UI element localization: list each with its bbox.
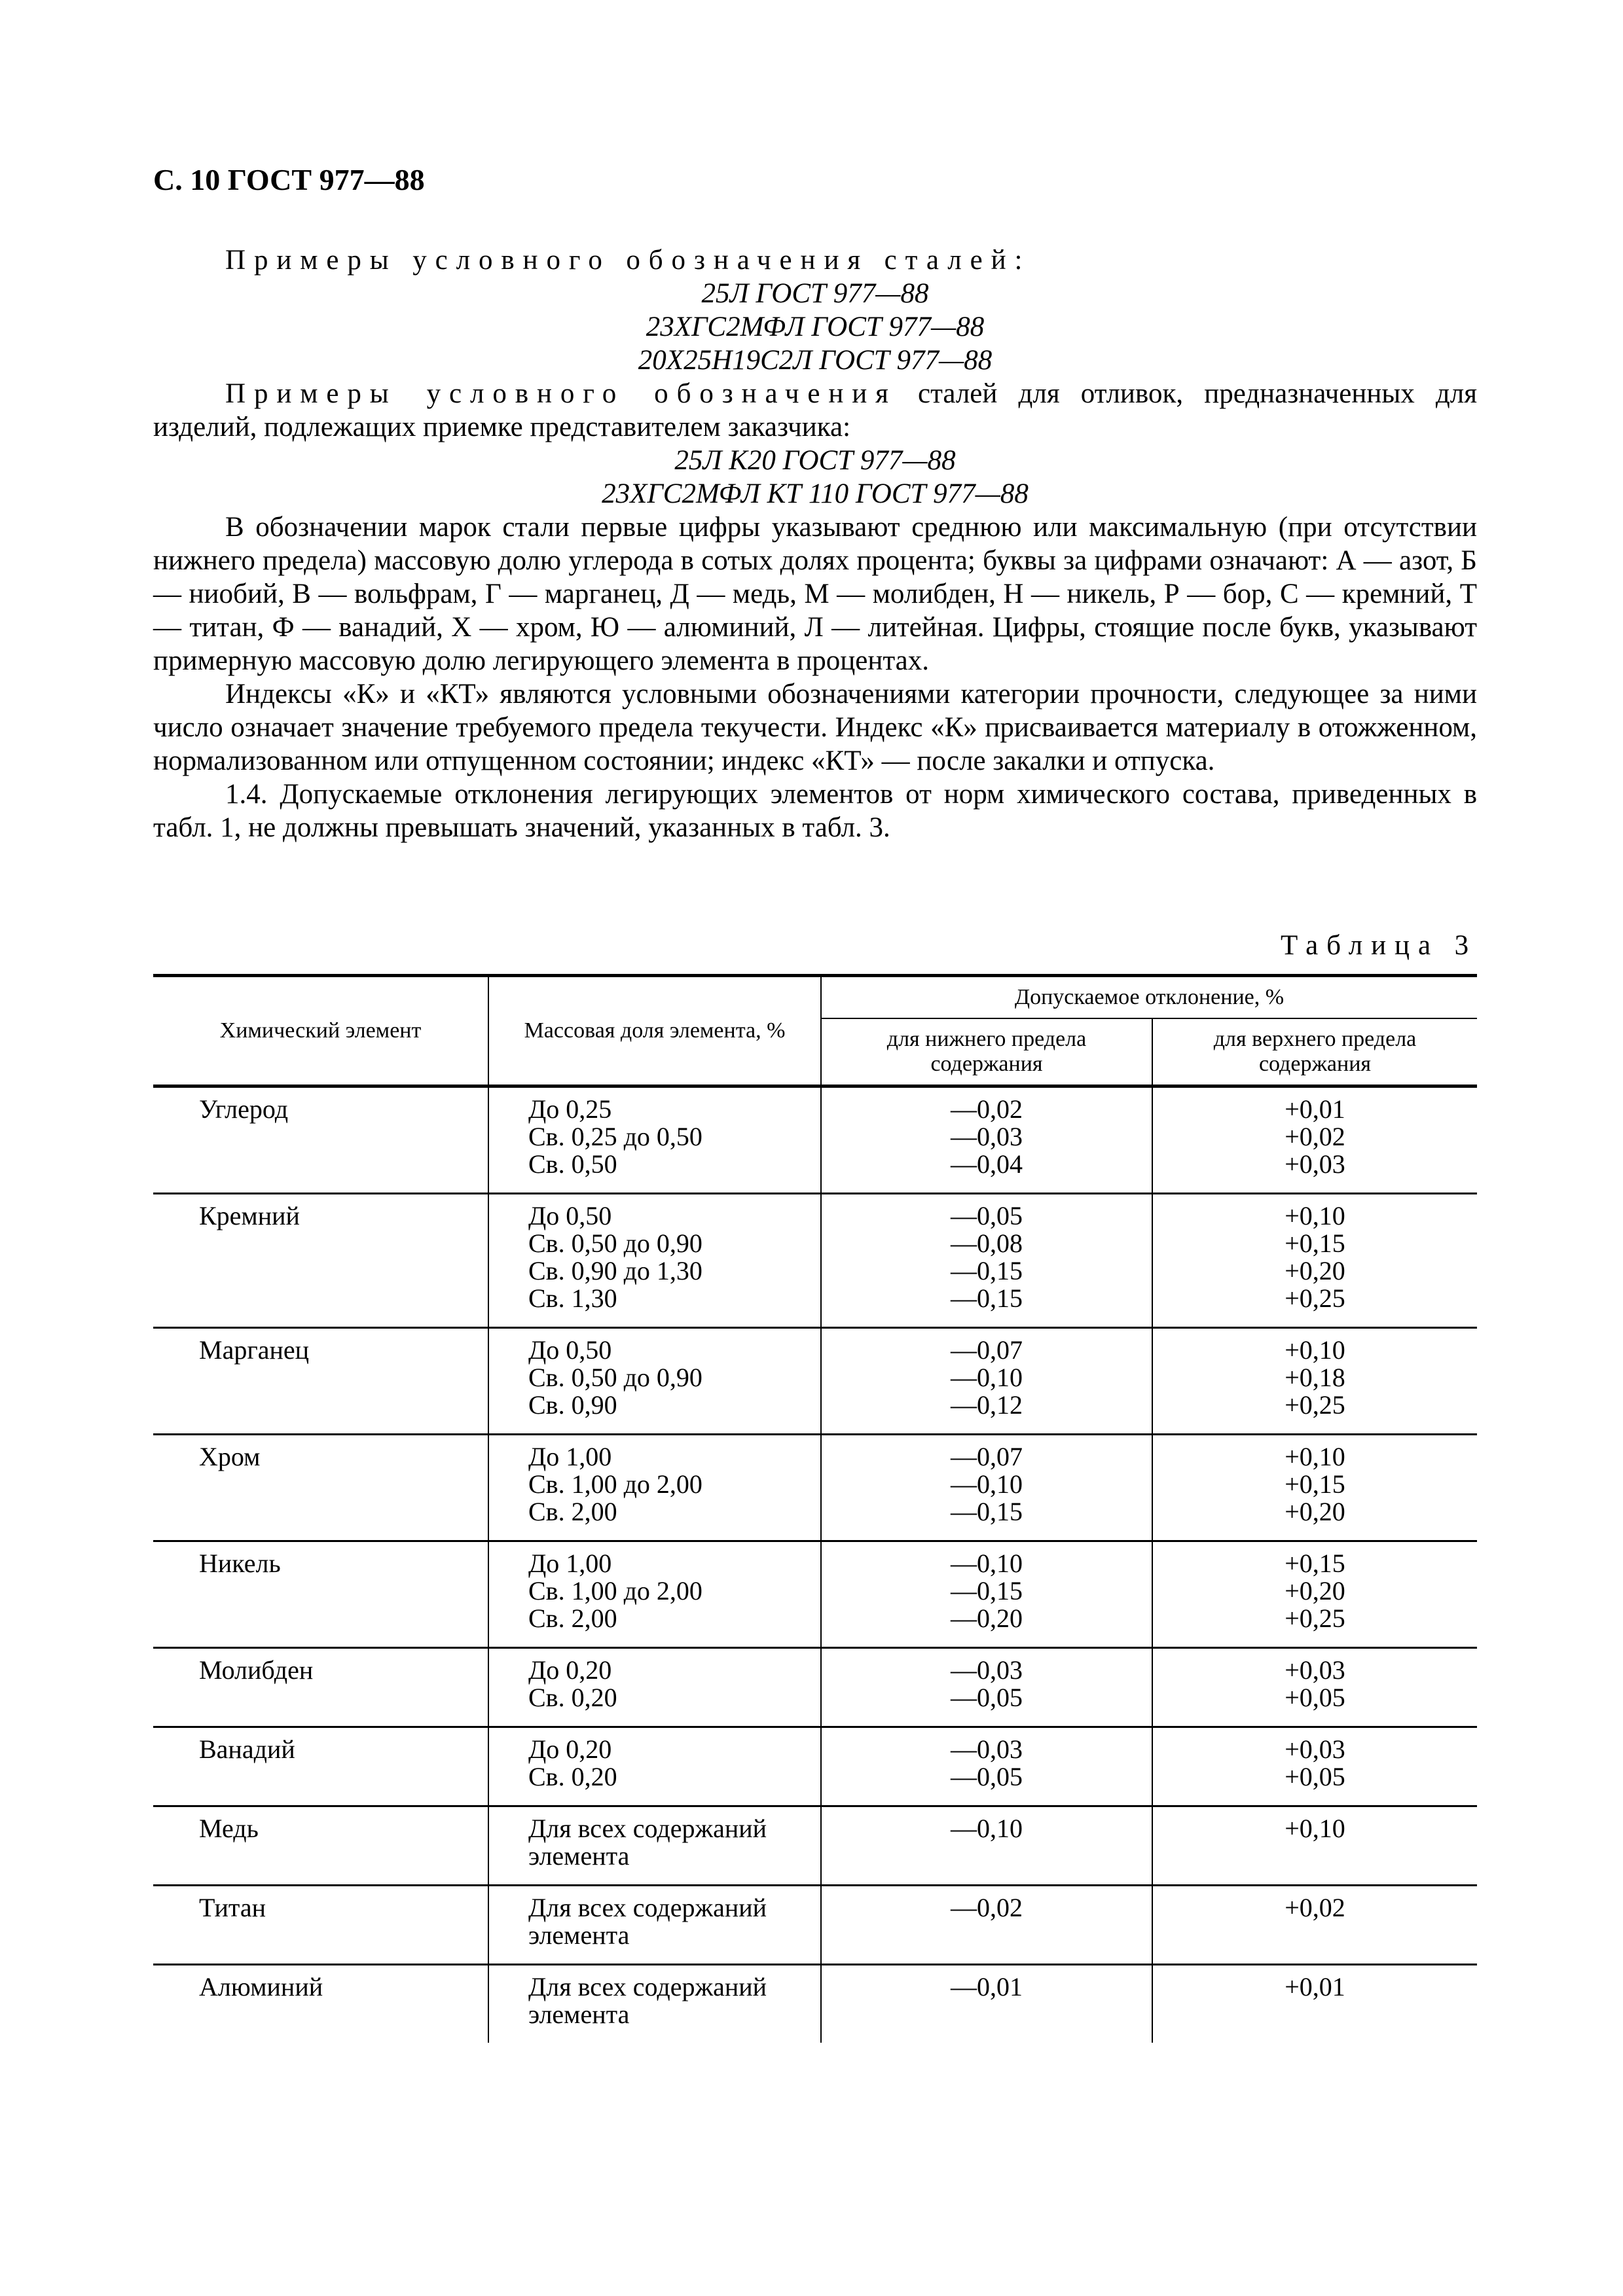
cell-upper — [1152, 1194, 1477, 1328]
cell-mass-line: Св. 0,50 до 0,90 — [528, 1229, 702, 1258]
cell-upper-line: +0,10 — [1285, 1201, 1345, 1230]
cell-lower-line: —0,10 — [951, 1469, 1023, 1499]
examples-label-rest: сталей для отливок, предназначенных для изделий, подлежащих приемке представителем заказчика: — [153, 378, 1477, 442]
cell-lower-line: —0,08 — [951, 1229, 1023, 1258]
cell-lower — [821, 1648, 1152, 1727]
table-row — [153, 1194, 1477, 1328]
cell-element: Алюминий — [153, 1965, 488, 2043]
cell-lower — [821, 1727, 1152, 1806]
cell-mass — [488, 1194, 821, 1328]
cell-upper — [1152, 1648, 1477, 1727]
cell-lower-line: —0,07 — [951, 1442, 1023, 1471]
cell-lower-line: —0,10 — [951, 1549, 1023, 1578]
cell-lower-line: —0,20 — [951, 1604, 1023, 1633]
table-row — [153, 1648, 1477, 1727]
cell-upper-line: +0,25 — [1285, 1604, 1345, 1633]
cell-lower-line: —0,05 — [951, 1683, 1023, 1712]
cell-lower — [821, 1328, 1152, 1435]
cell-mass — [488, 1648, 821, 1727]
cell-mass-line: Св. 2,00 — [528, 1497, 617, 1526]
cell-mass-line: Св. 0,25 до 0,50 — [528, 1122, 702, 1151]
cell-upper-line: +0,05 — [1285, 1683, 1345, 1712]
cell-mass-line: Св. 0,90 — [528, 1390, 617, 1420]
cell-mass-line: До 0,25 — [528, 1094, 612, 1124]
cell-upper-line: +0,20 — [1285, 1256, 1345, 1285]
header-upper: для верхнего предела содержания — [1152, 1018, 1477, 1086]
cell-mass-line: Св. 1,00 до 2,00 — [528, 1469, 702, 1499]
cell-lower — [821, 1886, 1152, 1965]
header-mass: Массовая доля элемента, % — [488, 976, 821, 1086]
cell-mass-line: Св. 0,20 — [528, 1683, 617, 1712]
cell-upper-line: +0,20 — [1285, 1576, 1345, 1605]
cell-element: Кремний — [153, 1194, 488, 1328]
cell-lower-line: —0,07 — [951, 1335, 1023, 1365]
cell-upper-line: +0,02 — [1285, 1122, 1345, 1151]
table-row — [153, 1886, 1477, 1965]
cell-mass-line: До 0,20 — [528, 1734, 612, 1764]
cell-element: Медь — [153, 1806, 488, 1886]
cell-mass-line: Св. 2,00 — [528, 1604, 617, 1633]
cell-upper-line: +0,05 — [1285, 1762, 1345, 1791]
cell-upper-line: +0,25 — [1285, 1283, 1345, 1313]
cell-lower-line: —0,15 — [951, 1497, 1023, 1526]
examples-customer-label — [153, 377, 1477, 444]
cell-upper — [1152, 1086, 1477, 1194]
cell-element: Углерод — [153, 1086, 488, 1194]
cell-upper-line: +0,01 — [1285, 1094, 1345, 1124]
cell-upper-line: +0,15 — [1285, 1469, 1345, 1499]
cell-lower-line: —0,03 — [951, 1655, 1023, 1685]
cell-mass-line: До 0,20 — [528, 1655, 612, 1685]
example-designation: 25Л К20 ГОСТ 977—88 — [674, 445, 956, 476]
cell-element: Хром — [153, 1435, 488, 1541]
cell-lower — [821, 1965, 1152, 2043]
cell-upper-line: +0,15 — [1285, 1229, 1345, 1258]
cell-lower-line: —0,15 — [951, 1256, 1023, 1285]
paragraph-grade-designation: В обозначении марок стали первые цифры указывают среднюю или максимальную (при отсутствии нижнего предела) массовую долю углерода в сотых долях процента; буквы за цифрами означают: А — азот, Б — ниобий, В — вольфрам, Г — марганец, Д — медь, М — молибден, Н — никель, Р — бор, С — кремний, Т — титан, Ф — ванадий, Х — хром, Ю — алюминий, Л — литейная. Цифры, стоящие после букв, указывают примерную массовую долю легирующего элемента в процентах. — [153, 512, 1477, 676]
cell-lower-line: —0,03 — [951, 1122, 1023, 1151]
paragraph-strength-index: Индексы «К» и «КТ» являются условными обозначениями категории прочности, следующее за ними число означает значение требуемого предела текучести. Индекс «К» присваивается материалу в отожженном, нормализованном или отпущенном состоянии; индекс «КТ» — после закалки и отпуска. — [153, 679, 1477, 776]
cell-upper-line: +0,03 — [1285, 1734, 1345, 1764]
cell-lower-line: —0,15 — [951, 1283, 1023, 1313]
cell-lower-line: —0,02 — [951, 1893, 1023, 1922]
cell-upper-line: +0,03 — [1285, 1655, 1345, 1685]
cell-mass-line: Для всех содержаний элемента — [528, 1814, 767, 1871]
cell-lower — [821, 1806, 1152, 1886]
cell-element: Ванадий — [153, 1727, 488, 1806]
cell-lower — [821, 1435, 1152, 1541]
cell-mass — [488, 1965, 821, 2043]
cell-mass-line: Св. 1,00 до 2,00 — [528, 1576, 702, 1605]
cell-mass-line: До 1,00 — [528, 1442, 612, 1471]
cell-mass — [488, 1806, 821, 1886]
cell-upper-line: +0,10 — [1285, 1814, 1345, 1843]
cell-lower-line: —0,05 — [951, 1762, 1023, 1791]
table-row — [153, 1727, 1477, 1806]
cell-upper-line: +0,25 — [1285, 1390, 1345, 1420]
cell-lower-line: —0,05 — [951, 1201, 1023, 1230]
cell-upper-line: +0,20 — [1285, 1497, 1345, 1526]
cell-mass-line: Св. 0,50 — [528, 1149, 617, 1179]
cell-upper-line: +0,01 — [1285, 1972, 1345, 2001]
cell-element: Молибден — [153, 1648, 488, 1727]
cell-upper — [1152, 1328, 1477, 1435]
examples-label: Примеры условного обозначения сталей: — [225, 245, 1031, 276]
cell-mass — [488, 1886, 821, 1965]
cell-mass-line: До 1,00 — [528, 1549, 612, 1578]
cell-mass-line: Св. 0,20 — [528, 1762, 617, 1791]
header-element: Химический элемент — [153, 976, 488, 1086]
cell-element: Никель — [153, 1541, 488, 1648]
table-row — [153, 1086, 1477, 1194]
cell-lower-line: —0,02 — [951, 1094, 1023, 1124]
cell-upper — [1152, 1886, 1477, 1965]
cell-upper — [1152, 1965, 1477, 2043]
cell-element: Титан — [153, 1886, 488, 1965]
cell-lower-line: —0,01 — [951, 1972, 1023, 2001]
page-header: С. 10 ГОСТ 977—88 — [153, 163, 425, 196]
header-lower: для нижнего предела содержания — [821, 1018, 1152, 1086]
cell-mass — [488, 1727, 821, 1806]
cell-upper-line: +0,02 — [1285, 1893, 1345, 1922]
cell-upper-line: +0,03 — [1285, 1149, 1345, 1179]
cell-upper — [1152, 1435, 1477, 1541]
cell-mass-line: Для всех содержаний элемента — [528, 1893, 767, 1950]
document-page — [153, 0, 1477, 2296]
table-row — [153, 1541, 1477, 1648]
cell-mass — [488, 1086, 821, 1194]
deviation-table — [153, 974, 1477, 2043]
cell-mass-line: До 0,50 — [528, 1201, 612, 1230]
cell-lower — [821, 1541, 1152, 1648]
cell-lower-line: —0,04 — [951, 1149, 1023, 1179]
cell-mass — [488, 1435, 821, 1541]
cell-upper — [1152, 1541, 1477, 1648]
example-designation: 23ХГС2МФЛ ГОСТ 977—88 — [646, 312, 985, 342]
body-text — [153, 243, 1477, 844]
cell-element: Марганец — [153, 1328, 488, 1435]
example-designation: 20Х25Н19С2Л ГОСТ 977—88 — [638, 345, 993, 376]
cell-mass-line: Св. 0,50 до 0,90 — [528, 1363, 702, 1392]
table-row — [153, 1328, 1477, 1435]
cell-lower-line: —0,15 — [951, 1576, 1023, 1605]
table-row — [153, 1435, 1477, 1541]
table-caption: Таблица 3 — [1280, 930, 1477, 961]
cell-mass — [488, 1328, 821, 1435]
cell-upper-line: +0,10 — [1285, 1335, 1345, 1365]
table-row — [153, 1806, 1477, 1886]
cell-mass-line: Св. 0,90 до 1,30 — [528, 1256, 702, 1285]
cell-upper — [1152, 1727, 1477, 1806]
cell-upper-line: +0,15 — [1285, 1549, 1345, 1578]
cell-lower-line: —0,03 — [951, 1734, 1023, 1764]
cell-upper-line: +0,18 — [1285, 1363, 1345, 1392]
cell-mass-line: До 0,50 — [528, 1335, 612, 1365]
cell-lower — [821, 1086, 1152, 1194]
cell-upper-line: +0,10 — [1285, 1442, 1345, 1471]
cell-lower-line: —0,10 — [951, 1363, 1023, 1392]
cell-lower — [821, 1194, 1152, 1328]
table-body — [153, 1086, 1477, 2043]
cell-mass-line: Для всех содержаний элемента — [528, 1972, 767, 2029]
paragraph-clause-1-4: 1.4. Допускаемые отклонения легирующих элементов от норм химического состава, приведенных в табл. 1, не должны превышать значений, указанных в табл. 3. — [153, 779, 1477, 843]
example-designation: 25Л ГОСТ 977—88 — [701, 278, 929, 309]
cell-lower-line: —0,12 — [951, 1390, 1023, 1420]
cell-upper — [1152, 1806, 1477, 1886]
example-designation: 23ХГС2МФЛ КТ 110 ГОСТ 977—88 — [602, 478, 1029, 509]
table-row — [153, 1965, 1477, 2043]
cell-mass-line: Св. 1,30 — [528, 1283, 617, 1313]
cell-lower-line: —0,10 — [951, 1814, 1023, 1843]
examples-label-spaced: Примеры условного обозначения — [225, 378, 897, 409]
cell-mass — [488, 1541, 821, 1648]
header-deviation: Допускаемое отклонение, % — [821, 976, 1477, 1019]
